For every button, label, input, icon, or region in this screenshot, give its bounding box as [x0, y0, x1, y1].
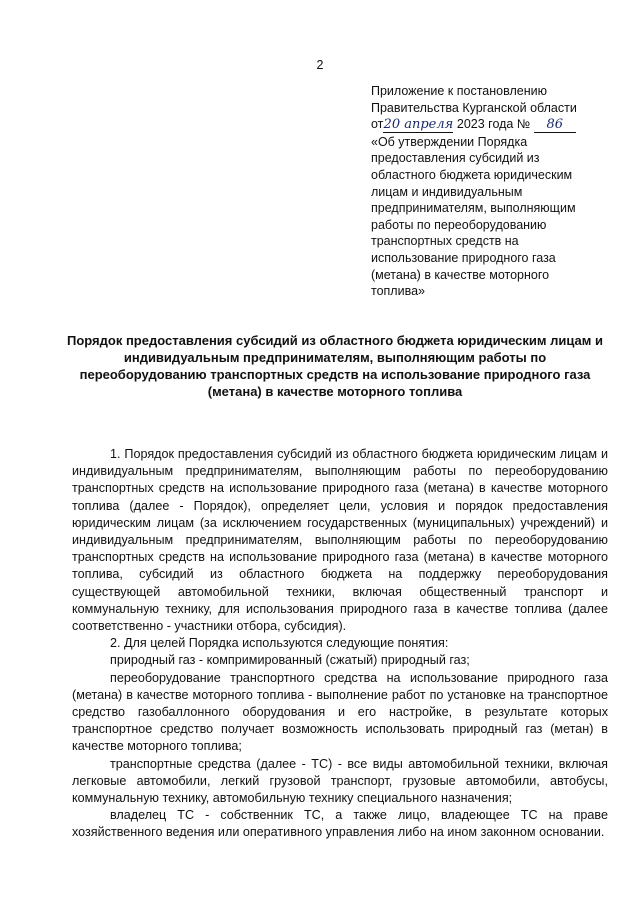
subject-line: (метана) в качестве моторного — [371, 267, 550, 282]
document-body — [72, 446, 608, 842]
definition-vehicles: транспортные средства (далее - ТС) - все виды автомобильной техники, включая легковые автомобили, легкий грузовой транспорт, грузовые автомобили, автобусы, коммунальную технику, автомобильную технику специального назначения; — [72, 756, 608, 806]
from-label: от — [371, 117, 384, 132]
document-title: Порядок предоставления субсидий из областного бюджета юридическим лицам и индивидуальным предпринимателям, выполняющим работы по переоборудованию транспортных средств на использование природного газа (метана) в качестве моторного топлива — [67, 333, 603, 399]
subject-line: использование природного газа — [371, 250, 556, 265]
subject-line: топлива» — [371, 284, 425, 299]
subject-line: лицам и индивидуальным — [371, 184, 523, 199]
page-number: 2 — [316, 58, 324, 72]
subject-line: предоставления субсидий из — [371, 151, 540, 166]
paragraph-1: 1. Порядок предоставления субсидий из областного бюджета юридическим лицам и индивидуальным предпринимателям, выполняющим работы по переоборудованию транспортных средств на использование природного газа (метана) в качестве моторного топлива (далее - Порядок), определяет цели, условия и порядок предоставления юридическим лицам (за исключением государственных (муниципальных) учреждений) и индивидуальным предпринимателям, выполняющим работы по переоборудованию транспортных средств на использование природного газа (метана) в качестве моторного топлива, субсидий из областного бюджета на поддержку переоборудования существующей автомобильной техники, включая общественный транспорт и коммунальную технику, для использования природного газа в качестве топлива (далее соответственно - участники отбора, субсидия). — [72, 447, 608, 634]
appendix-date-line — [371, 116, 611, 134]
appendix-block — [371, 83, 611, 300]
subject-line: работы по переоборудованию — [371, 217, 547, 232]
subject-line: транспортных средств на — [371, 234, 519, 249]
definition-natural-gas: природный газ - компримированный (сжатый) природный газ; — [110, 653, 470, 668]
appendix-line-1: Приложение к постановлению — [371, 84, 547, 98]
handwritten-number: 86 — [534, 117, 576, 134]
definition-conversion: переоборудование транспортного средства на использование природного газа (метана) в качестве моторного топлива - выполнение работ по установке на транспортное средство газобаллонного оборудования и его настройке, в результате которых транспортное средство получает возможность использовать природный газ (метан) в качестве моторного топлива; — [72, 670, 608, 754]
year-text: 2023 года № — [456, 117, 531, 132]
subject-line: «Об утверждении Порядка — [371, 134, 528, 149]
appendix-line-2: Правительства Курганской области — [371, 100, 577, 115]
paragraph-2: 2. Для целей Порядка используются следующие понятия: — [110, 636, 449, 651]
definition-owner: владелец ТС - собственник ТС, а также лицо, владеющее ТС на праве хозяйственного ведения или оперативного управления либо на ином законном основании. — [72, 808, 608, 840]
subject-line: областного бюджета юридическим — [371, 167, 573, 182]
subject-line: предпринимателям, выполняющим — [371, 201, 576, 216]
handwritten-date: 20 апреля — [383, 117, 454, 133]
